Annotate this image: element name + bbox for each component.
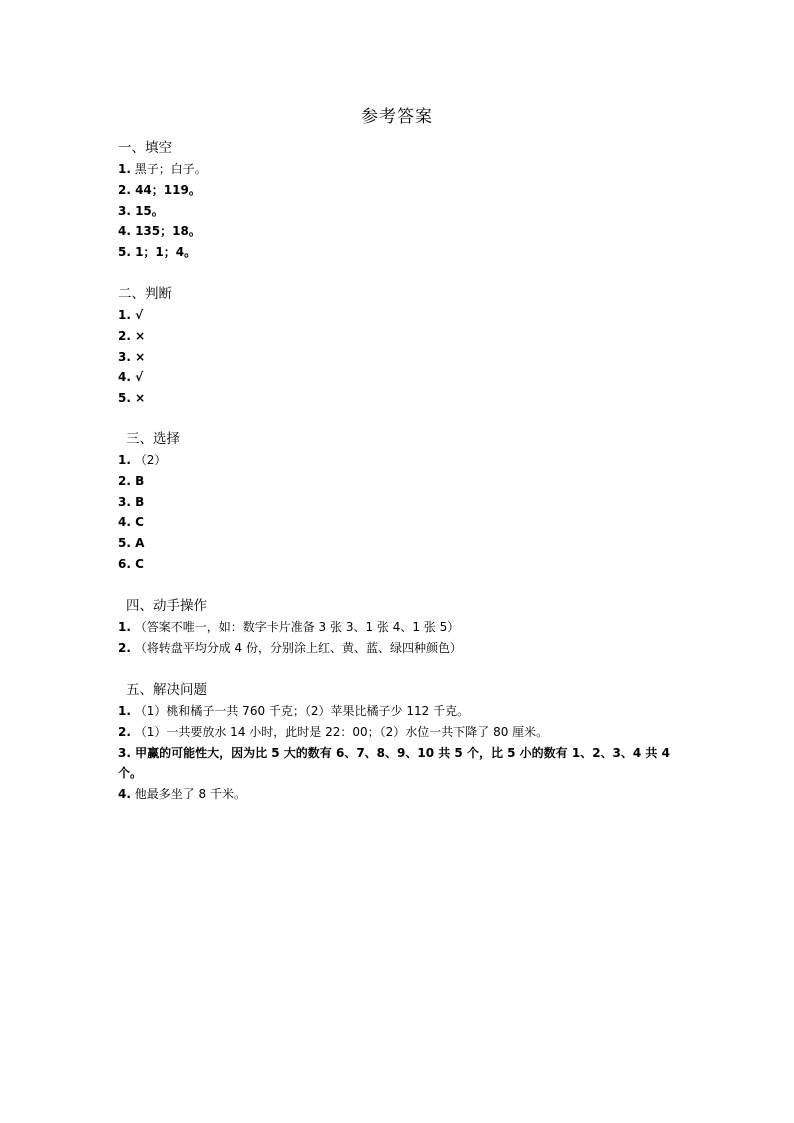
section-true-false: [118, 284, 698, 409]
answer-line: 3. 15。: [118, 203, 164, 218]
answer-line: 1. √: [118, 308, 144, 322]
section-fill-blank: [118, 138, 698, 263]
section-heading: 四、动手操作: [126, 598, 207, 614]
answer-line: 1. 黑子；白子。: [118, 162, 207, 176]
answer-line: 2. ×: [118, 328, 146, 343]
section-heading: 二、判断: [118, 286, 172, 302]
answer-line: 2. （1）一共要放水 14 小时，此时是 22：00；（2）水位一共下降了 80 厘米。: [118, 724, 549, 739]
answer-line: 4. √: [118, 370, 144, 385]
answer-line: 3. B: [118, 494, 145, 509]
section-problem-solving: [118, 680, 698, 805]
answer-line: 3. 甲赢的可能性大，因为比 5 大的数有 6、7、8、9、10 共 5 个，比 5 小的数有 1、2、3、4 共 4 个。: [118, 745, 670, 781]
answer-line: 6. C: [118, 556, 144, 571]
section-heading: 五、解决问题: [126, 682, 207, 698]
section-heading: 三、选择: [126, 431, 180, 447]
section-multiple-choice: [118, 429, 698, 575]
answer-line: 5. ×: [118, 391, 146, 406]
answer-line: 2. 44；119。: [118, 182, 201, 197]
section-heading: 一、填空: [118, 140, 172, 156]
answer-line: 2. （将转盘平均分成 4 份，分别涂上红、黄、蓝、绿四种颜色）: [118, 640, 463, 655]
answer-line: 4. 他最多坐了 8 千米。: [118, 787, 247, 802]
answer-line: 4. C: [118, 515, 144, 530]
answer-line: 1. （2）: [118, 453, 167, 467]
answer-line: 2. B: [118, 473, 145, 488]
answer-line: 1. （1）桃和橘子一共 760 千克；（2）苹果比橘子少 112 千克。: [118, 704, 470, 718]
answer-line: 1. （答案不唯一，如：数字卡片准备 3 张 3、1 张 4、1 张 5）: [118, 620, 460, 634]
answer-line: 5. 1；1；4。: [118, 245, 197, 260]
page-title: 参考答案: [361, 107, 433, 127]
answer-line: 3. ×: [118, 349, 146, 364]
answer-line: 5. A: [118, 536, 145, 551]
answer-line: 4. 135；18。: [118, 224, 201, 239]
section-hands-on: [118, 596, 698, 659]
